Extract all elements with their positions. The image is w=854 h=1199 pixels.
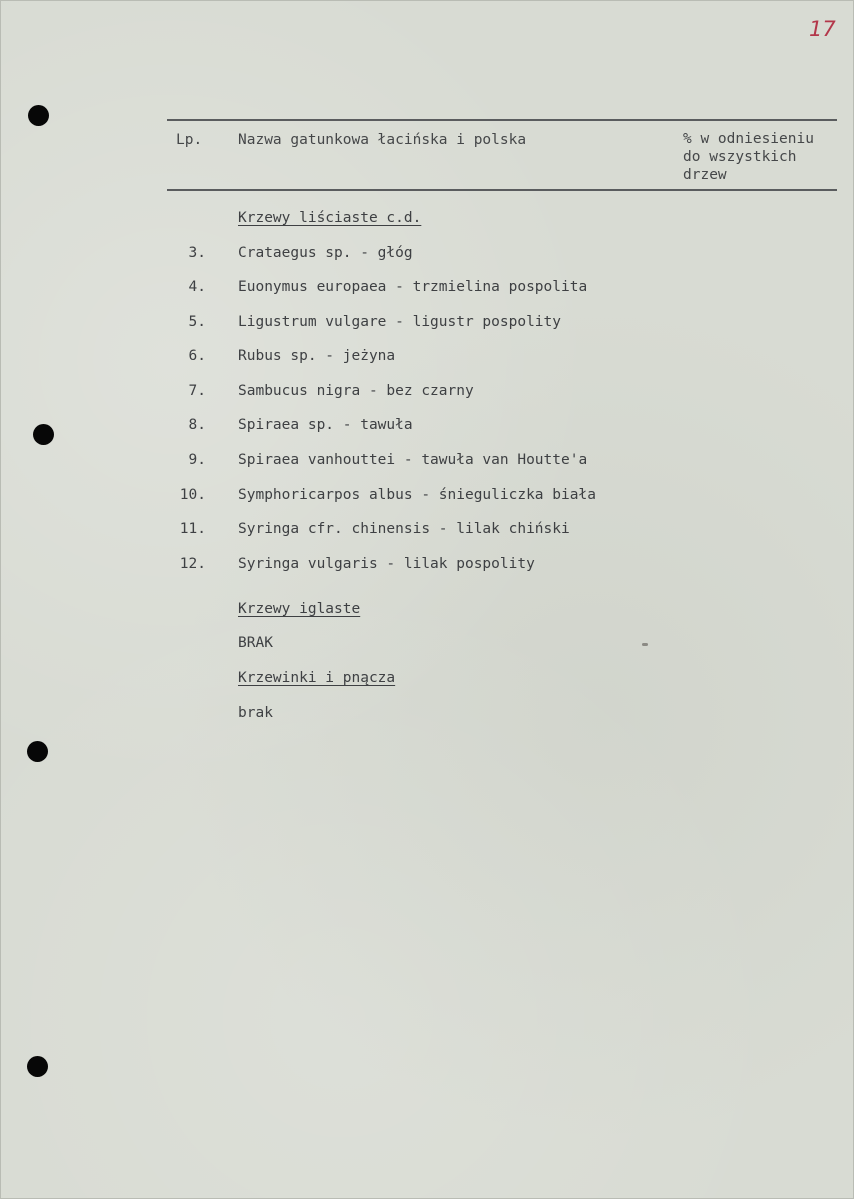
table-top-rule (167, 119, 837, 121)
species-name: Rubus sp. - jeżyna (238, 348, 396, 364)
binder-hole-1 (28, 105, 49, 126)
row-number: 11. (179, 521, 206, 537)
column-header-lp: Lp. (176, 132, 203, 148)
column-header-name: Nazwa gatunkowa łacińska i polska (238, 132, 527, 148)
row-number: 5. (188, 314, 206, 330)
section-value-dwarf-shrubs: brak (238, 705, 273, 721)
section-heading-deciduous-shrubs: Krzewy liściaste c.d. (238, 210, 422, 226)
row-number: 12. (179, 556, 206, 572)
species-name: Symphoricarpos albus - śnieguliczka biała (238, 487, 596, 503)
section-heading-dwarf-shrubs-climbers: Krzewinki i pnącza (238, 670, 396, 686)
paper-speck (642, 643, 648, 646)
binder-hole-2 (33, 424, 54, 445)
row-number: 4. (188, 279, 206, 295)
page-number: 17 (809, 17, 836, 41)
species-name: Crataegus sp. - głóg (238, 245, 413, 261)
species-name: Spiraea sp. - tawuła (238, 417, 413, 433)
section-value-coniferous: BRAK (238, 635, 273, 651)
species-name: Syringa cfr. chinensis - lilak chiński (238, 521, 570, 537)
row-number: 8. (188, 417, 206, 433)
row-number: 3. (188, 245, 206, 261)
species-name: Syringa vulgaris - lilak pospolity (238, 556, 535, 572)
species-name: Ligustrum vulgare - ligustr pospolity (238, 314, 562, 330)
row-number: 10. (179, 487, 206, 503)
species-name: Euonymus europaea - trzmielina pospolita (238, 279, 588, 295)
species-name: Sambucus nigra - bez czarny (238, 383, 474, 399)
binder-hole-4 (27, 1056, 48, 1077)
row-number: 7. (188, 383, 206, 399)
species-name: Spiraea vanhouttei - tawuła van Houtte'a (238, 452, 588, 468)
section-heading-coniferous-shrubs: Krzewy iglaste (238, 601, 361, 617)
row-number: 9. (188, 452, 206, 468)
binder-hole-3 (27, 741, 48, 762)
row-number: 6. (188, 348, 206, 364)
column-header-percent: % w odniesieniu do wszystkich drzew (683, 131, 814, 183)
table-header-rule (167, 189, 837, 191)
